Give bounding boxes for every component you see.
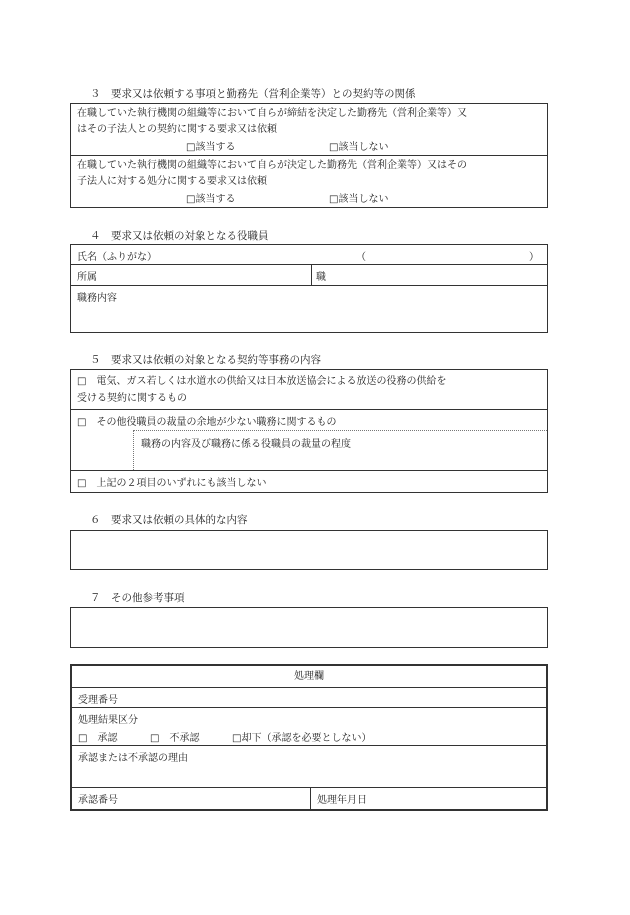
name-row[interactable]	[71, 245, 547, 265]
disposition-request-text	[71, 156, 547, 190]
low-discretion-row	[71, 410, 547, 471]
none-applicable-row[interactable]	[71, 471, 547, 492]
contract-not-applicable-checkbox[interactable]: □該当しない	[329, 142, 389, 153]
post-label: 職	[316, 272, 326, 283]
disposition-request-row	[71, 156, 547, 207]
disposition-request-line1: 在職していた執行機関の組織等において自らが決定した勤務先（営利企業等）又はその	[77, 160, 467, 171]
utility-contract-row[interactable]	[71, 370, 547, 410]
other-notes-box[interactable]	[70, 607, 548, 648]
contract-applicable-checkbox[interactable]: □該当する	[186, 142, 236, 153]
section-3-title: ３ 要求又は依頼する事項と勤務先（営利企業等）との契約等の関係	[90, 88, 416, 100]
approval-number-label: 承認番号	[78, 795, 118, 806]
result-category-label: 処理結果区分	[78, 715, 138, 726]
discretion-degree-label: 職務の内容及び職務に係る役職員の裁量の程度	[141, 439, 351, 450]
contract-request-line1: 在職していた執行機関の組織等において自らが締結を決定した勤務先（営利企業等）又	[77, 108, 467, 119]
disposition-request-line2: 子法人に対する処分に関する要求又は依頼	[77, 176, 267, 187]
approve-checkbox[interactable]: □ 承認	[78, 733, 118, 744]
reason-label: 承認または不承認の理由	[78, 753, 188, 764]
section-5-table	[70, 369, 548, 493]
duties-label: 職務内容	[77, 293, 117, 304]
section-6-title: ６ 要求又は依頼の具体的な内容	[90, 514, 248, 526]
section-7-title: ７ その他参考事項	[90, 592, 185, 604]
duties-row[interactable]	[71, 286, 547, 332]
affiliation-row	[71, 265, 547, 286]
receipt-number-label: 受理番号	[78, 695, 118, 706]
section-4-title: ４ 要求又は依頼の対象となる役職員	[90, 230, 269, 242]
reason-row[interactable]	[72, 746, 546, 788]
disapprove-checkbox[interactable]: □ 不承認	[150, 733, 200, 744]
specific-content-box[interactable]	[70, 530, 548, 570]
disposition-not-applicable-checkbox[interactable]: □該当しない	[329, 194, 389, 205]
low-discretion-option[interactable]: □ その他役職員の裁量の余地が少ない職務に関するもの	[77, 417, 337, 428]
affiliation-label: 所属	[77, 272, 97, 283]
name-label: 氏名（ふりがな）	[77, 252, 157, 263]
processing-header: 処理欄	[294, 671, 324, 682]
furigana-open-paren: （	[356, 252, 366, 263]
processing-table	[70, 664, 548, 811]
contract-request-line2: はその子法人との契約に関する要求又は依頼	[77, 124, 277, 135]
none-applicable-option[interactable]: □ 上記の２項目のいずれにも該当しない	[77, 478, 267, 489]
processing-header-row	[72, 666, 546, 688]
utility-contract-option[interactable]: □ 電気、ガス若しくは水道水の供給又は日本放送協会による放送の役務の供給を	[77, 376, 447, 387]
receipt-row[interactable]	[72, 688, 546, 708]
approval-row	[72, 788, 546, 809]
contract-request-text	[71, 104, 547, 138]
processing-date-label: 処理年月日	[317, 795, 367, 806]
furigana-close-paren: ）	[529, 252, 539, 263]
section-4-table	[70, 244, 548, 333]
section-5-title: ５ 要求又は依頼の対象となる契約等事務の内容	[90, 354, 321, 366]
disposition-applicable-checkbox[interactable]: □該当する	[186, 194, 236, 205]
reject-checkbox[interactable]: □却下（承認を必要としない）	[232, 733, 372, 744]
utility-contract-option-line2: 受ける契約に関するもの	[77, 393, 187, 404]
section-3-table	[70, 103, 548, 208]
result-row	[72, 708, 546, 746]
contract-request-row	[71, 104, 547, 156]
